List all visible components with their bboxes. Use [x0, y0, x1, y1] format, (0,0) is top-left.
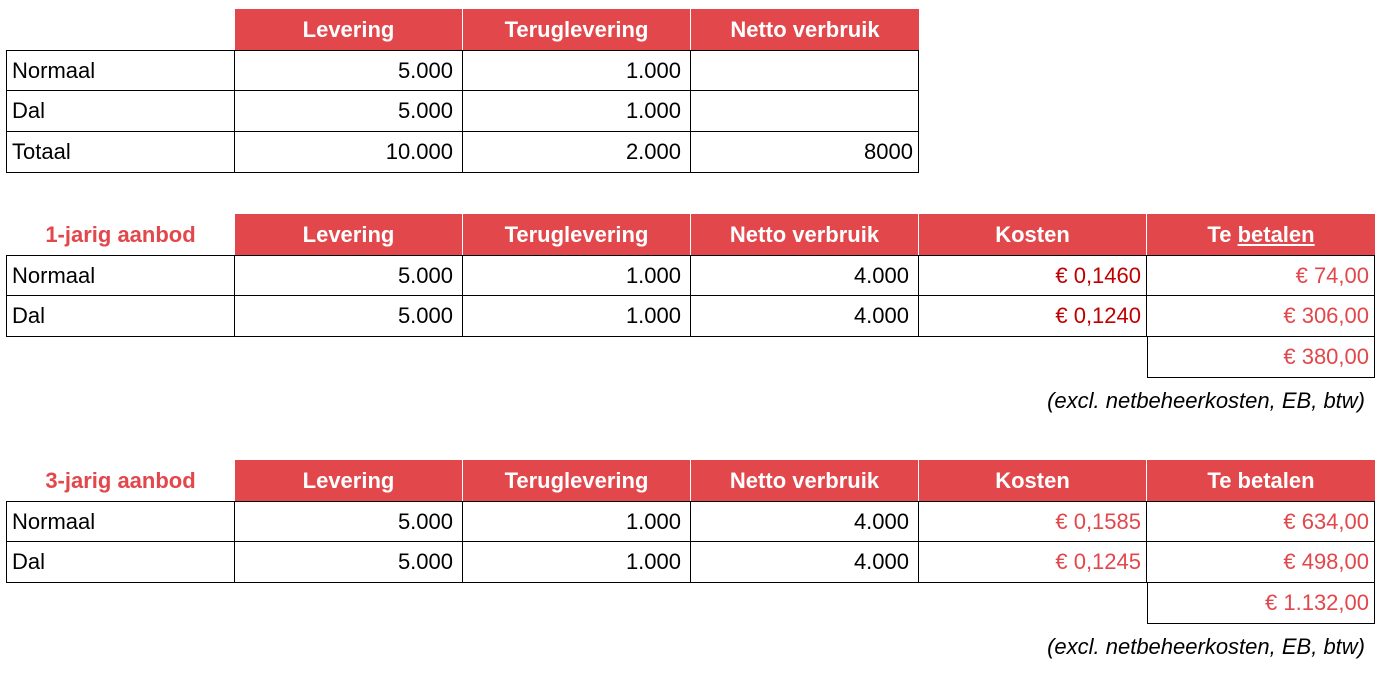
- header-teruglevering: Teruglevering: [463, 214, 691, 255]
- cell-netto: 4.000: [691, 501, 919, 542]
- cell-netto: 8000: [691, 132, 919, 173]
- cell-te-betalen: € 634,00: [1147, 501, 1375, 542]
- row-label-dal: Dal: [6, 296, 235, 337]
- cell-levering: 5.000: [235, 542, 463, 583]
- header-betalen-word: betalen: [1237, 221, 1315, 247]
- cell-netto: [691, 91, 919, 132]
- header-kosten: Kosten: [919, 460, 1147, 501]
- cell-teruglevering: 2.000: [463, 132, 691, 173]
- header-levering: Levering: [235, 9, 463, 50]
- cell-kosten: € 0,1585: [919, 501, 1147, 542]
- row-label-normaal: Normaal: [6, 501, 235, 542]
- cell-te-betalen: € 498,00: [1147, 542, 1375, 583]
- footnote: (excl. netbeheerkosten, EB, btw): [1047, 387, 1365, 413]
- cell-netto: [691, 50, 919, 91]
- header-levering: Levering: [235, 460, 463, 501]
- cell-kosten: € 0,1460: [919, 255, 1147, 296]
- header-netto-verbruik: Netto verbruik: [691, 9, 919, 50]
- table-title: 1-jarig aanbod: [45, 221, 196, 247]
- header-teruglevering: Teruglevering: [463, 9, 691, 50]
- cell-te-betalen: € 74,00: [1147, 255, 1375, 296]
- cell-kosten: € 0,1245: [919, 542, 1147, 583]
- cell-teruglevering: 1.000: [463, 296, 691, 337]
- cell-teruglevering: 1.000: [463, 542, 691, 583]
- header-kosten: Kosten: [919, 214, 1147, 255]
- cell-netto: 4.000: [691, 542, 919, 583]
- row-label-dal: Dal: [6, 91, 235, 132]
- row-label-totaal: Totaal: [6, 132, 235, 173]
- cell-teruglevering: 1.000: [463, 501, 691, 542]
- cell-total-te-betalen: € 380,00: [1147, 337, 1375, 378]
- table-title: 3-jarig aanbod: [45, 467, 196, 493]
- cell-levering: 5.000: [235, 91, 463, 132]
- header-levering: Levering: [235, 214, 463, 255]
- header-netto-verbruik: Netto verbruik: [691, 460, 919, 501]
- cell-levering: 5.000: [235, 501, 463, 542]
- cell-total-te-betalen: € 1.132,00: [1147, 583, 1375, 624]
- header-netto-verbruik: Netto verbruik: [691, 214, 919, 255]
- cell-levering: 5.000: [235, 50, 463, 91]
- cell-levering: 5.000: [235, 296, 463, 337]
- header-te-betalen: Te betalen: [1147, 460, 1375, 501]
- footnote: (excl. netbeheerkosten, EB, btw): [1047, 633, 1365, 659]
- header-teruglevering: Teruglevering: [463, 460, 691, 501]
- cell-levering: 5.000: [235, 255, 463, 296]
- row-label-normaal: Normaal: [6, 255, 235, 296]
- cell-netto: 4.000: [691, 255, 919, 296]
- row-label-dal: Dal: [6, 542, 235, 583]
- header-te-betalen: [1147, 214, 1375, 255]
- cell-teruglevering: 1.000: [463, 255, 691, 296]
- cell-teruglevering: 1.000: [463, 50, 691, 91]
- header-te-word: Te: [1207, 221, 1232, 247]
- cell-netto: 4.000: [691, 296, 919, 337]
- cell-te-betalen: € 306,00: [1147, 296, 1375, 337]
- cell-teruglevering: 1.000: [463, 91, 691, 132]
- cell-levering: 10.000: [235, 132, 463, 173]
- row-label-normaal: Normaal: [6, 50, 235, 91]
- cell-kosten: € 0,1240: [919, 296, 1147, 337]
